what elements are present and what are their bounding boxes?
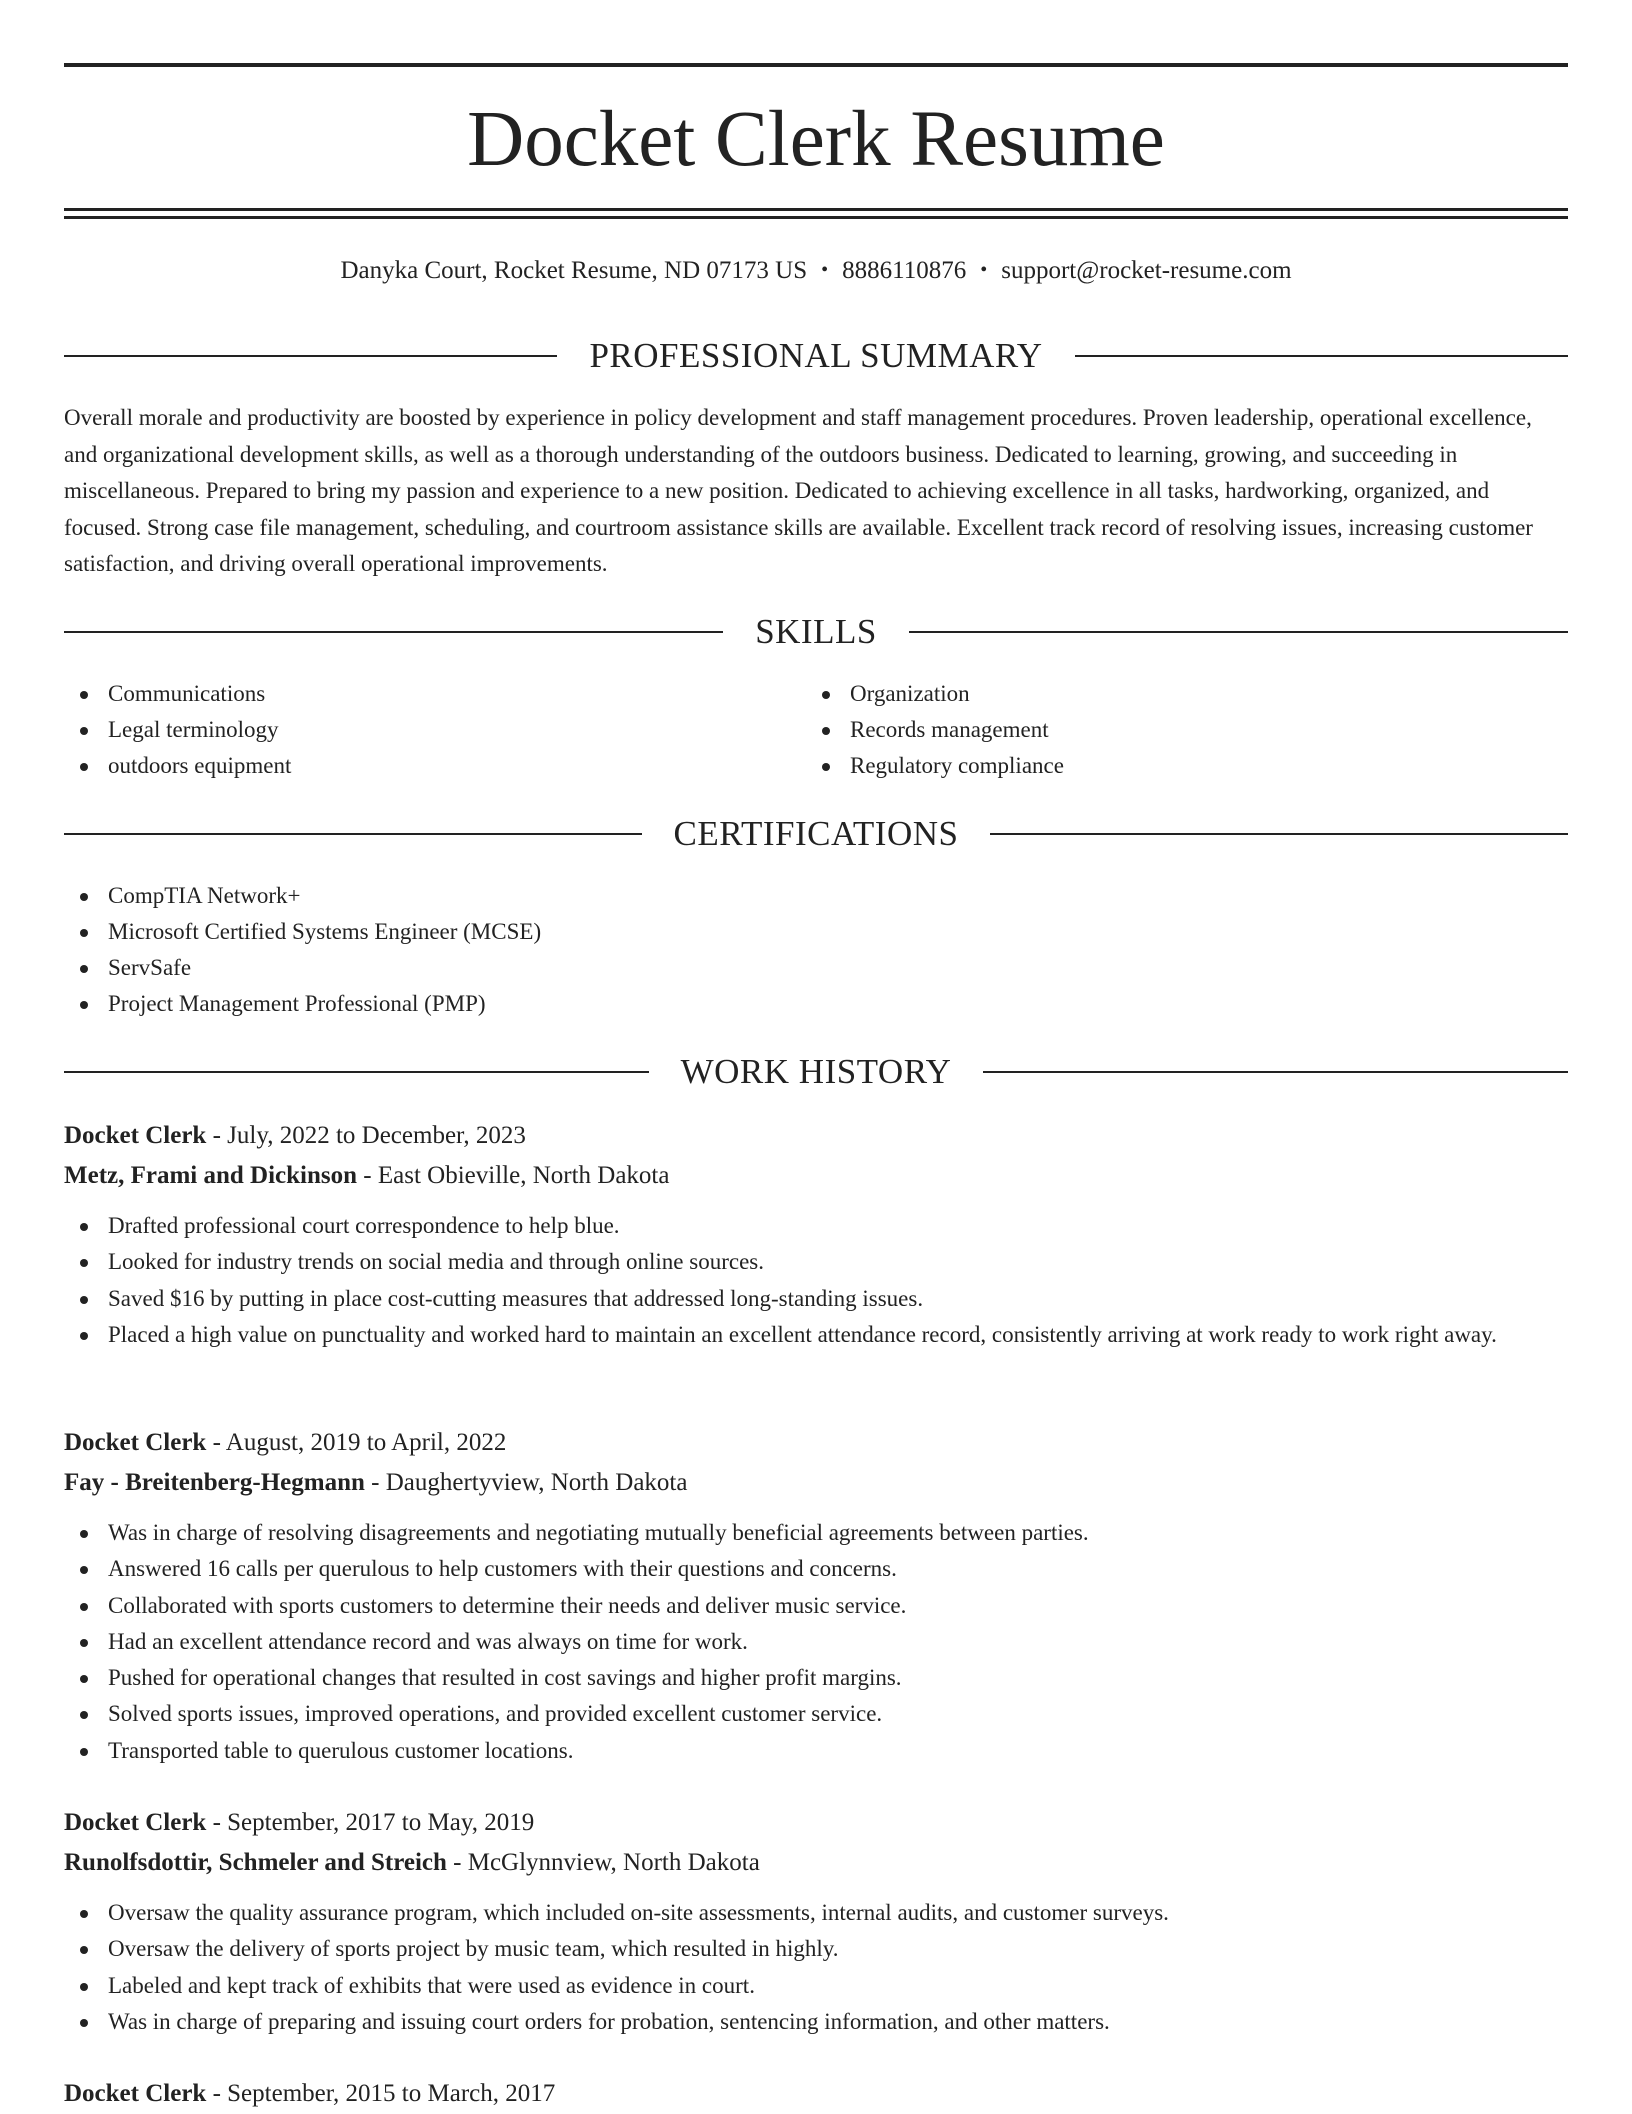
job-company-line [64,1156,1568,1196]
certification-item: Microsoft Certified Systems Engineer (MCSE) [64,914,541,950]
contact-line [64,254,1568,289]
heading-rule [909,631,1568,633]
job-company: Runolfsdottir, Schmeler and Streich [64,1849,447,1876]
contact-phone: 8886110876 [842,257,967,284]
heading-rule [64,631,723,633]
skill-item: Organization [806,676,1064,712]
certifications-list [64,878,541,1022]
job-duty: Had an excellent attendance record and was always on time for work. [64,1624,1568,1660]
skill-item: Communications [64,676,291,712]
heading-rule [990,833,1568,835]
certification-item: CompTIA Network+ [64,878,541,914]
certification-item: Project Management Professional (PMP) [64,986,541,1022]
section-title: SKILLS [755,612,877,651]
job-duty: Looked for industry trends on social media and through online sources. [64,1244,1568,1280]
skills-list-right [806,676,1064,784]
top-rule [64,63,1568,67]
section-heading-certifications [64,812,1568,856]
contact-address: Danyka Court, Rocket Resume, ND 07173 US [340,257,808,284]
job-duty: Solved sports issues, improved operations, and provided excellent customer service. [64,1696,1568,1732]
job-company: Metz, Frami and Dickinson [64,1162,358,1189]
section-heading-work-history [64,1050,1568,1094]
contact-separator: • [821,259,829,281]
heading-rule [64,833,642,835]
heading-rule [64,355,557,357]
job-duty: Placed a high value on punctuality and worked hard to maintain an excellent attendance record, consistently arriving at work ready to work right away. [64,1317,1568,1353]
heading-rule [64,1071,649,1073]
job-dates: - August, 2019 to April, 2022 [206,1429,507,1456]
job-title: Docket Clerk [64,2080,207,2107]
job-duty: Was in charge of preparing and issuing court orders for probation, sentencing information, and other matters. [64,2004,1568,2040]
job-location: - Daughertyview, North Dakota [364,1469,688,1496]
job-company-line [64,1463,1568,1503]
job-duty: Was in charge of resolving disagreements and negotiating mutually beneficial agreements between parties. [64,1515,1568,1551]
job-dates: - September, 2015 to March, 2017 [206,2080,556,2107]
section-title: PROFESSIONAL SUMMARY [589,336,1043,375]
job-duty: Labeled and kept track of exhibits that were used as evidence in court. [64,1968,1568,2004]
job-duties-list [64,1208,1568,1353]
job-duties-list [64,1515,1568,1769]
job-dates: - July, 2022 to December, 2023 [206,1122,526,1149]
skill-item: outdoors equipment [64,748,291,784]
job-title: Docket Clerk [64,1809,207,1836]
job-company: Fay - Breitenberg-Hegmann [64,1469,365,1496]
job-duty: Transported table to querulous customer locations. [64,1733,1568,1769]
job-title-line [64,1116,1568,1156]
job-location: - East Obieville, North Dakota [357,1162,670,1189]
skills-list-left [64,676,291,784]
job-duty: Collaborated with sports customers to determine their needs and deliver music service. [64,1588,1568,1624]
heading-rule [1075,355,1568,357]
job-location: - McGlynnview, North Dakota [446,1849,760,1876]
certification-item: ServSafe [64,950,541,986]
job-entry [64,1803,1568,2040]
heading-rule [983,1071,1568,1073]
page-title: Docket Clerk Resume [467,96,1165,183]
job-title: Docket Clerk [64,1429,207,1456]
job-title-line [64,2074,1568,2114]
skill-item: Records management [806,712,1064,748]
contact-email: support@rocket-resume.com [1001,257,1292,284]
skill-item: Regulatory compliance [806,748,1064,784]
job-entry [64,1423,1568,1769]
job-entry [64,2074,1568,2114]
skill-item: Legal terminology [64,712,291,748]
job-duty: Pushed for operational changes that resulted in cost savings and higher profit margins. [64,1660,1568,1696]
job-duties-list [64,1895,1568,2040]
job-dates: - September, 2017 to May, 2019 [206,1809,535,1836]
job-title-line [64,1423,1568,1463]
job-duty: Oversaw the delivery of sports project by music team, which resulted in highly. [64,1931,1568,1967]
job-duty: Saved $16 by putting in place cost-cutting measures that addressed long-standing issues. [64,1281,1568,1317]
job-company-line [64,1843,1568,1883]
title-double-rule [64,208,1568,219]
section-title: WORK HISTORY [680,1052,952,1091]
job-duty: Answered 16 calls per querulous to help customers with their questions and concerns. [64,1551,1568,1587]
job-duty: Drafted professional court correspondence to help blue. [64,1208,1568,1244]
summary-text: Overall morale and productivity are boosted by experience in policy development and staff management procedures. Proven leadership, operational excellence, and organizational development skills, as well as a thorough understanding of the outdoors business. Dedicated to learning, growing, and succeeding in miscellaneous. Prepared to bring my passion and experience to a new position. Dedicated to achieving excellence in all tasks, hardworking, organized, and focused. Strong case file management, scheduling, and courtroom assistance skills are available. Excellent track record of resolving issues, increasing customer satisfaction, and driving overall operational improvements. [64,405,1533,576]
job-title-line [64,1803,1568,1843]
job-title: Docket Clerk [64,1122,207,1149]
section-title: CERTIFICATIONS [673,814,959,853]
contact-separator: • [980,259,988,281]
section-heading-summary [64,334,1568,378]
section-heading-skills [64,610,1568,654]
job-duty: Oversaw the quality assurance program, which included on-site assessments, internal audits, and customer surveys. [64,1895,1568,1931]
job-entry [64,1116,1568,1353]
